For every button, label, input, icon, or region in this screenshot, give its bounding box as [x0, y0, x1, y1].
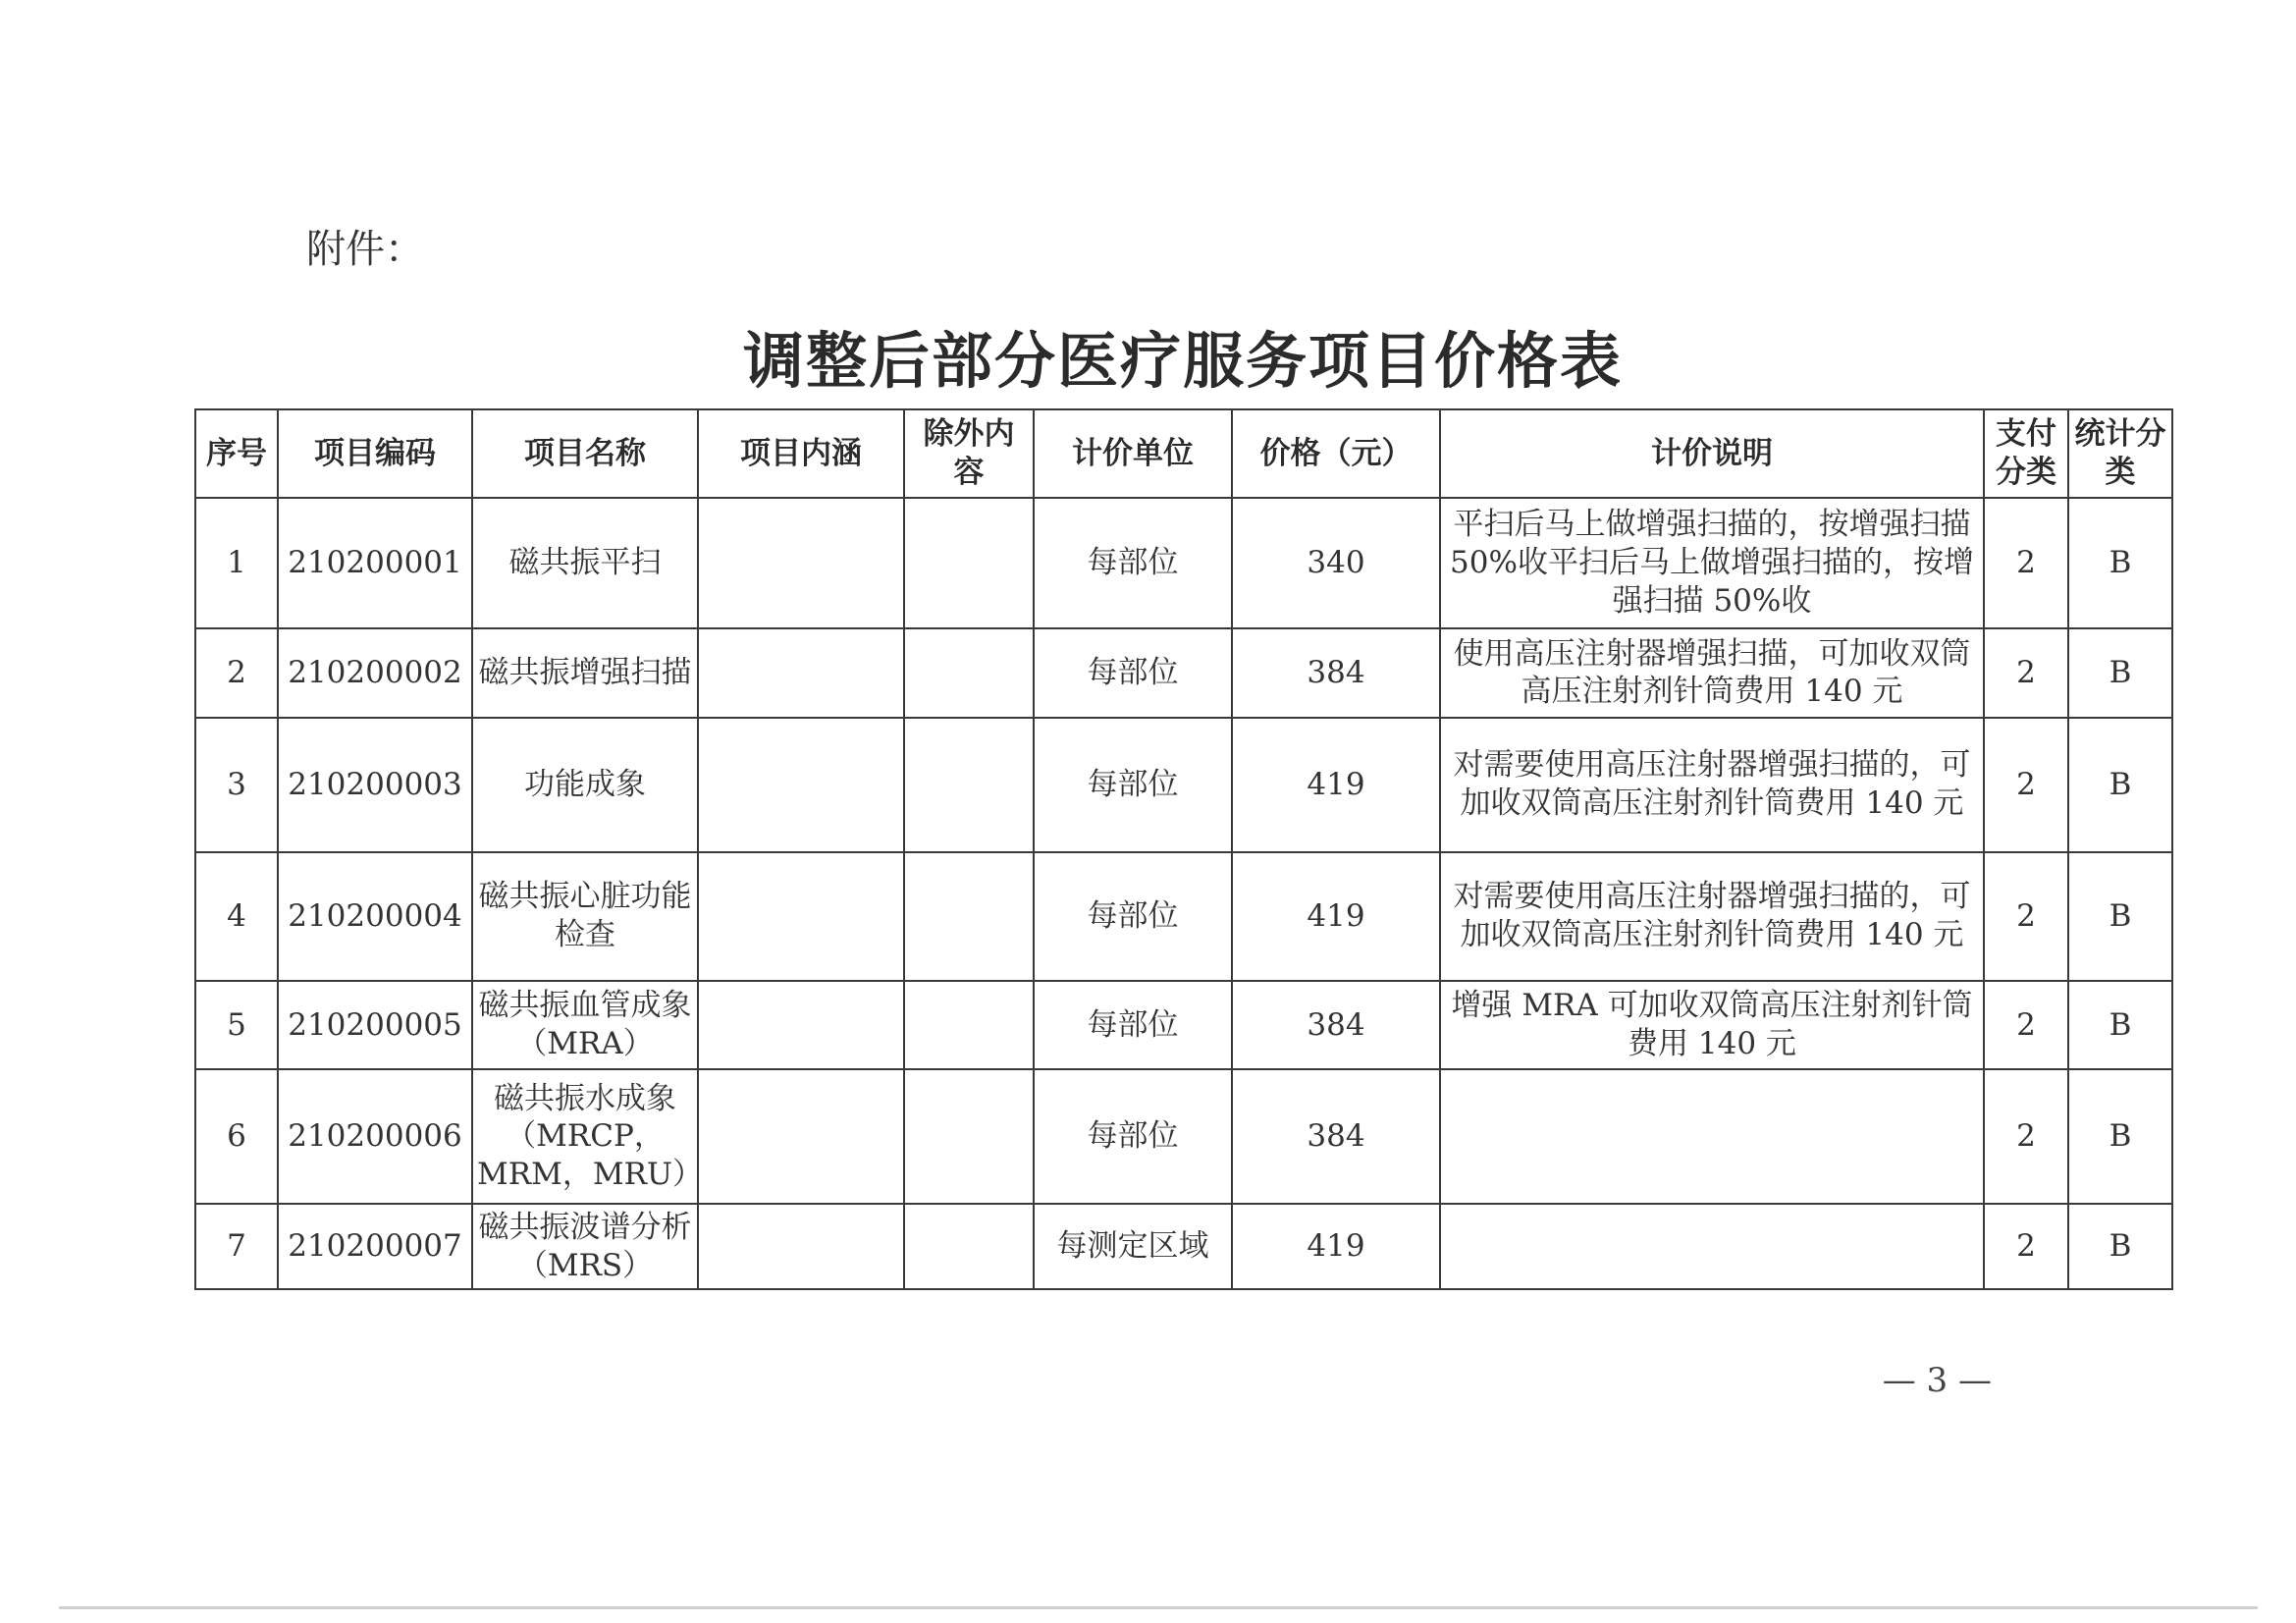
cell-stat: B [2068, 1204, 2172, 1289]
header-stat: 统计分类 [2068, 409, 2172, 498]
cell-content [698, 1069, 904, 1204]
cell-stat: B [2068, 1069, 2172, 1204]
table-row [195, 852, 2172, 981]
table-row [195, 718, 2172, 852]
cell-note [1440, 1204, 1984, 1289]
cell-stat: B [2068, 628, 2172, 718]
cell-name: 磁共振心脏功能检查 [472, 852, 698, 981]
header-seq: 序号 [195, 409, 278, 498]
cell-seq: 3 [195, 718, 278, 852]
cell-stat: B [2068, 718, 2172, 852]
cell-name: 磁共振血管成象（MRA） [472, 981, 698, 1070]
cell-price: 384 [1232, 981, 1440, 1070]
cell-seq: 6 [195, 1069, 278, 1204]
attachment-label: 附件： [306, 227, 424, 272]
scan-edge-divider [59, 1606, 2258, 1609]
cell-pay: 2 [1984, 628, 2068, 718]
table-header-row [195, 409, 2172, 498]
cell-stat: B [2068, 498, 2172, 628]
cell-note: 对需要使用高压注射器增强扫描的，可加收双筒高压注射剂针筒费用 140 元 [1440, 852, 1984, 981]
table-row [195, 981, 2172, 1070]
cell-price: 419 [1232, 718, 1440, 852]
cell-seq: 7 [195, 1204, 278, 1289]
cell-price: 384 [1232, 1069, 1440, 1204]
header-unit: 计价单位 [1034, 409, 1232, 498]
cell-code: 210200002 [278, 628, 472, 718]
header-price: 价格（元） [1232, 409, 1440, 498]
cell-code: 210200005 [278, 981, 472, 1070]
cell-excluded [904, 1204, 1034, 1289]
cell-stat: B [2068, 852, 2172, 981]
table-row [195, 1204, 2172, 1289]
cell-pay: 2 [1984, 718, 2068, 852]
header-pay: 支付分类 [1984, 409, 2068, 498]
cell-seq: 4 [195, 852, 278, 981]
page-title: 调整后部分医疗服务项目价格表 [742, 325, 1623, 397]
cell-unit: 每部位 [1034, 498, 1232, 628]
cell-code: 210200003 [278, 718, 472, 852]
table-row [195, 628, 2172, 718]
cell-content [698, 981, 904, 1070]
cell-unit: 每测定区域 [1034, 1204, 1232, 1289]
cell-pay: 2 [1984, 981, 2068, 1070]
cell-code: 210200007 [278, 1204, 472, 1289]
cell-pay: 2 [1984, 498, 2068, 628]
cell-pay: 2 [1984, 1069, 2068, 1204]
header-excluded: 除外内容 [904, 409, 1034, 498]
cell-unit: 每部位 [1034, 852, 1232, 981]
cell-unit: 每部位 [1034, 1069, 1232, 1204]
cell-excluded [904, 981, 1034, 1070]
cell-unit: 每部位 [1034, 628, 1232, 718]
cell-price: 340 [1232, 498, 1440, 628]
cell-seq: 1 [195, 498, 278, 628]
cell-excluded [904, 718, 1034, 852]
cell-pay: 2 [1984, 852, 2068, 981]
cell-content [698, 852, 904, 981]
cell-excluded [904, 628, 1034, 718]
cell-unit: 每部位 [1034, 981, 1232, 1070]
cell-note [1440, 1069, 1984, 1204]
header-name: 项目名称 [472, 409, 698, 498]
cell-name: 功能成象 [472, 718, 698, 852]
cell-seq: 2 [195, 628, 278, 718]
cell-pay: 2 [1984, 1204, 2068, 1289]
cell-note: 增强 MRA 可加收双筒高压注射剂针筒费用 140 元 [1440, 981, 1984, 1070]
header-content: 项目内涵 [698, 409, 904, 498]
table-row [195, 498, 2172, 628]
price-table [194, 408, 2173, 1290]
cell-content [698, 1204, 904, 1289]
cell-seq: 5 [195, 981, 278, 1070]
cell-name: 磁共振水成象（MRCP，MRM，MRU） [472, 1069, 698, 1204]
page-number: — 3 — [1882, 1361, 1992, 1400]
cell-name: 磁共振增强扫描 [472, 628, 698, 718]
cell-code: 210200004 [278, 852, 472, 981]
cell-note: 使用高压注射器增强扫描，可加收双筒高压注射剂针筒费用 140 元 [1440, 628, 1984, 718]
cell-stat: B [2068, 981, 2172, 1070]
cell-price: 419 [1232, 1204, 1440, 1289]
cell-note: 平扫后马上做增强扫描的，按增强扫描 50%收平扫后马上做增强扫描的，按增强扫描 50%收 [1440, 498, 1984, 628]
cell-excluded [904, 498, 1034, 628]
header-code: 项目编码 [278, 409, 472, 498]
cell-note: 对需要使用高压注射器增强扫描的，可加收双筒高压注射剂针筒费用 140 元 [1440, 718, 1984, 852]
cell-name: 磁共振平扫 [472, 498, 698, 628]
cell-excluded [904, 1069, 1034, 1204]
cell-price: 384 [1232, 628, 1440, 718]
cell-content [698, 628, 904, 718]
cell-price: 419 [1232, 852, 1440, 981]
table-row [195, 1069, 2172, 1204]
cell-code: 210200006 [278, 1069, 472, 1204]
cell-name: 磁共振波谱分析（MRS） [472, 1204, 698, 1289]
cell-content [698, 718, 904, 852]
cell-unit: 每部位 [1034, 718, 1232, 852]
cell-content [698, 498, 904, 628]
header-note: 计价说明 [1440, 409, 1984, 498]
cell-code: 210200001 [278, 498, 472, 628]
cell-excluded [904, 852, 1034, 981]
